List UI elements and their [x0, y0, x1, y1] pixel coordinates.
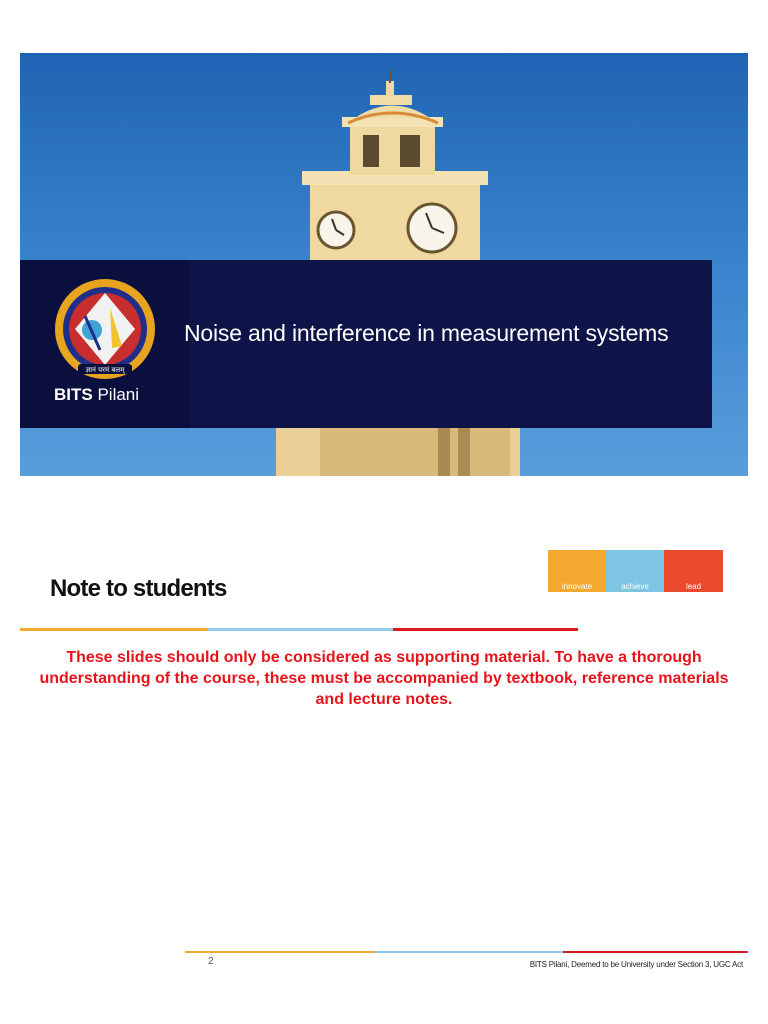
brand-bold: BITS [54, 385, 93, 404]
bits-seal-logo [40, 278, 170, 380]
note-heading: Note to students [50, 575, 227, 602]
achieve-cell: achieve [606, 550, 664, 592]
brand-rest: Pilani [92, 385, 140, 404]
brand-name [54, 385, 139, 405]
note-heading-rule [20, 628, 578, 631]
innovate-achieve-lead-strip [548, 550, 723, 592]
logo-panel [20, 260, 190, 428]
footer-text: BITS Pilani, Deemed to be University under Section 3, UGC Act [529, 960, 743, 969]
seal-motto: ज्ञानं परमं बलम् [85, 366, 125, 374]
lead-cell: lead [664, 550, 723, 592]
disclaimer-text: These slides should only be considered as supporting material. To have a thorough understanding of the course, these must be accompanied by textbook, reference materials and lecture notes. [39, 649, 729, 708]
page-number: 2 [208, 956, 214, 967]
footer-rule [185, 951, 748, 953]
title-band [20, 260, 712, 428]
innovate-cell: innovate [548, 550, 606, 592]
title-slide [20, 53, 748, 476]
slide-title: Noise and interference in measurement systems [184, 320, 669, 346]
